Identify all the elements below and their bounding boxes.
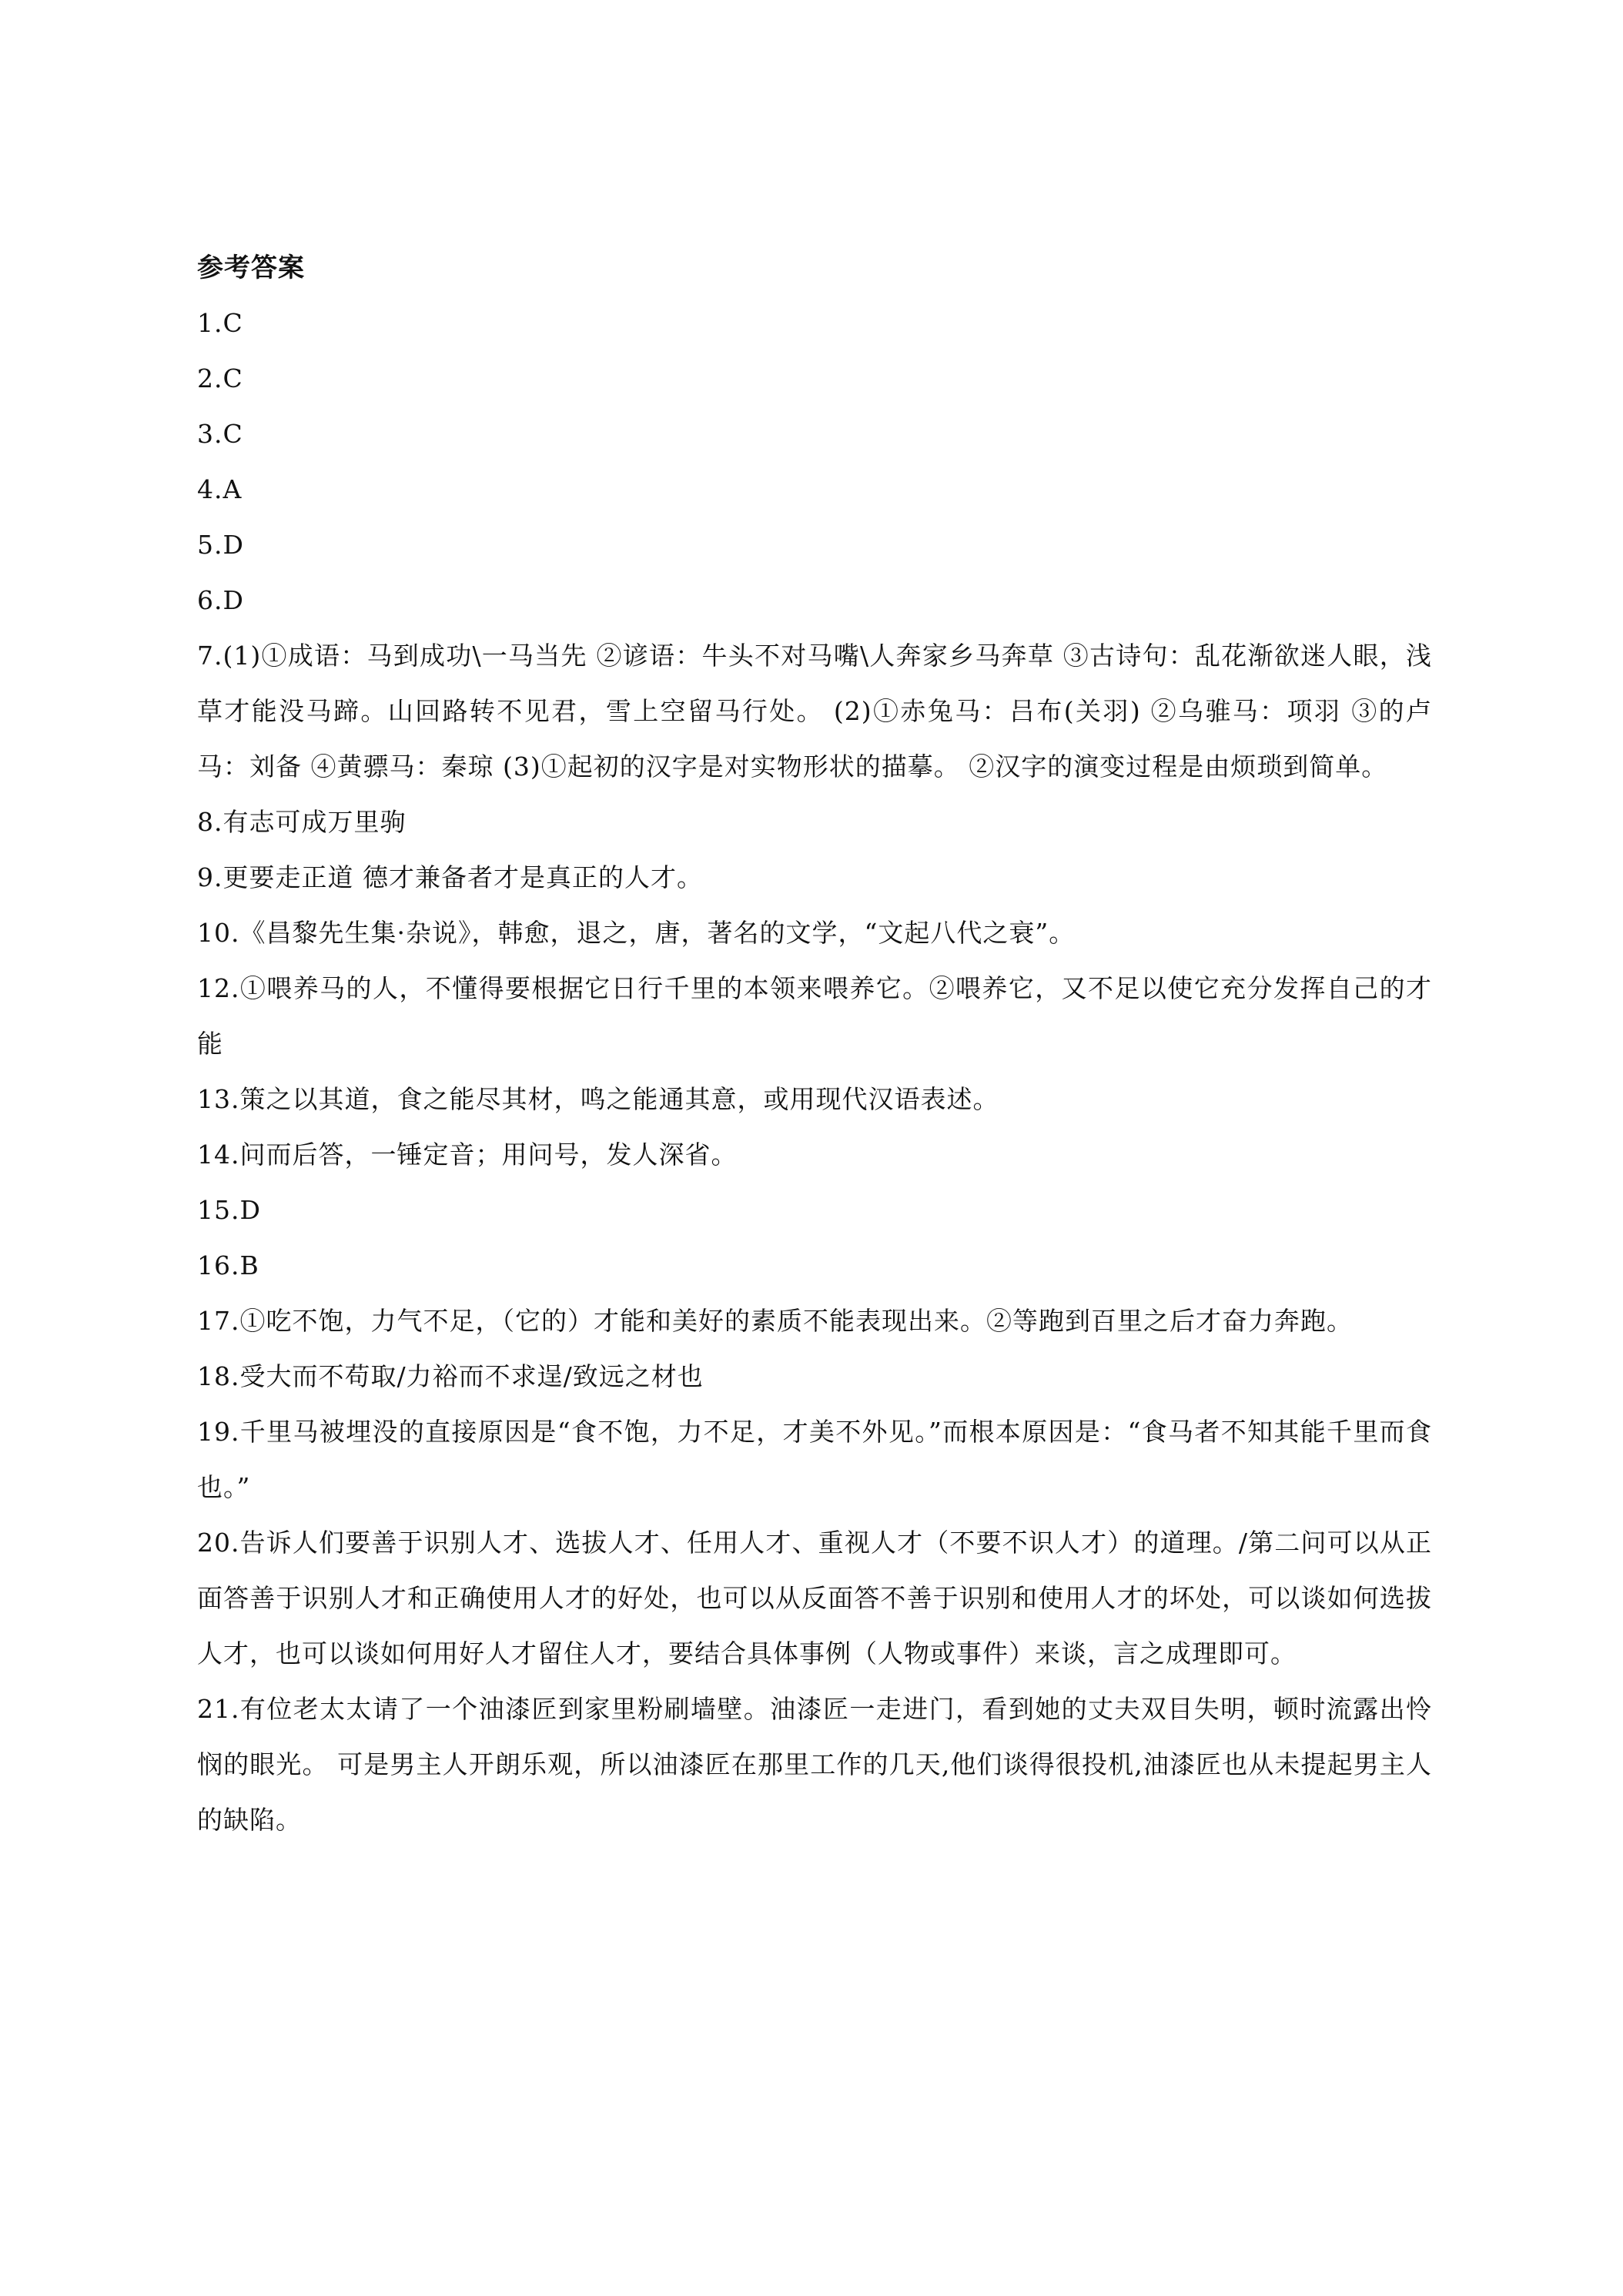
answer-item-17: 17.①吃不饱，力气不足，（它的）才能和美好的素质不能表现出来。②等跑到百里之后才奋力奔跑。 <box>197 1306 1353 1336</box>
answer-item-15: 15.D <box>197 1195 261 1225</box>
answer-item-10: 10.《昌黎先生集·杂说》，韩愈，退之，唐，著名的文学，“文起八代之衰”。 <box>197 918 1076 948</box>
answer-item-5: 5.D <box>197 530 244 560</box>
page-title: 参考答案 <box>197 253 305 283</box>
answer-item-21: 21.有位老太太请了一个油漆匠到家里粉刷墙壁。油漆匠一走进门，看到她的丈夫双目失明，顿时流露出怜悯的眼光。 可是男主人开朗乐观，所以油漆匠在那里工作的几天,他们谈得很投机,油漆匠也从未提起男主人的缺陷。 <box>197 1694 1432 1835</box>
answer-item-1: 1.C <box>197 308 243 338</box>
answer-item-9: 9.更要走正道 德才兼备者才是真正的人才。 <box>197 862 703 892</box>
answer-item-20: 20.告诉人们要善于识别人才、选拔人才、任用人才、重视人才（不要不识人才）的道理。/第二问可以从正面答善于识别人才和正确使用人才的好处，也可以从反面答不善于识别和使用人才的坏处，可以谈如何选拔人才，也可以谈如何用好人才留住人才，要结合具体事例（人物或事件）来谈，言之成理即可。 <box>197 1528 1432 1668</box>
answer-item-7: 7.(1)①成语：马到成功\一马当先 ②谚语：牛头不对马嘴\人奔家乡马奔草 ③古诗句：乱花渐欲迷人眼，浅草才能没马蹄。山回路转不见君，雪上空留马行处。 (2)①赤兔马：吕布(关羽) ②乌骓马：项羽 ③的卢马：刘备 ④黄骠马：秦琼 (3)①起初的汉字是对实物形状的描摹。 ②汉字的演变过程是由烦琐到简单。 <box>197 641 1432 782</box>
answer-item-6: 6.D <box>197 585 244 615</box>
answer-item-3: 3.C <box>197 419 243 449</box>
answer-item-8: 8.有志可成万里驹 <box>197 807 407 837</box>
answer-item-14: 14.问而后答，一锤定音；用问号，发人深省。 <box>197 1140 738 1170</box>
answer-item-12: 12.①喂养马的人，不懂得要根据它日行千里的本领来喂养它。②喂养它，又不足以使它充分发挥自己的才能 <box>197 973 1432 1059</box>
answer-item-4: 4.A <box>197 474 243 504</box>
answer-list <box>197 296 1432 1848</box>
answer-item-13: 13.策之以其道，食之能尽其材，鸣之能通其意，或用现代汉语表述。 <box>197 1084 999 1114</box>
answer-key-page <box>197 240 1432 1848</box>
answer-item-19: 19.千里马被埋没的直接原因是“食不饱，力不足，才美不外见。”而根本原因是：“食马者不知其能千里而食也。” <box>197 1417 1432 1502</box>
answer-item-18: 18.受大而不苟取/力裕而不求逞/致远之材也 <box>197 1361 704 1391</box>
answer-item-2: 2.C <box>197 363 243 393</box>
answer-item-16: 16.B <box>197 1250 259 1280</box>
